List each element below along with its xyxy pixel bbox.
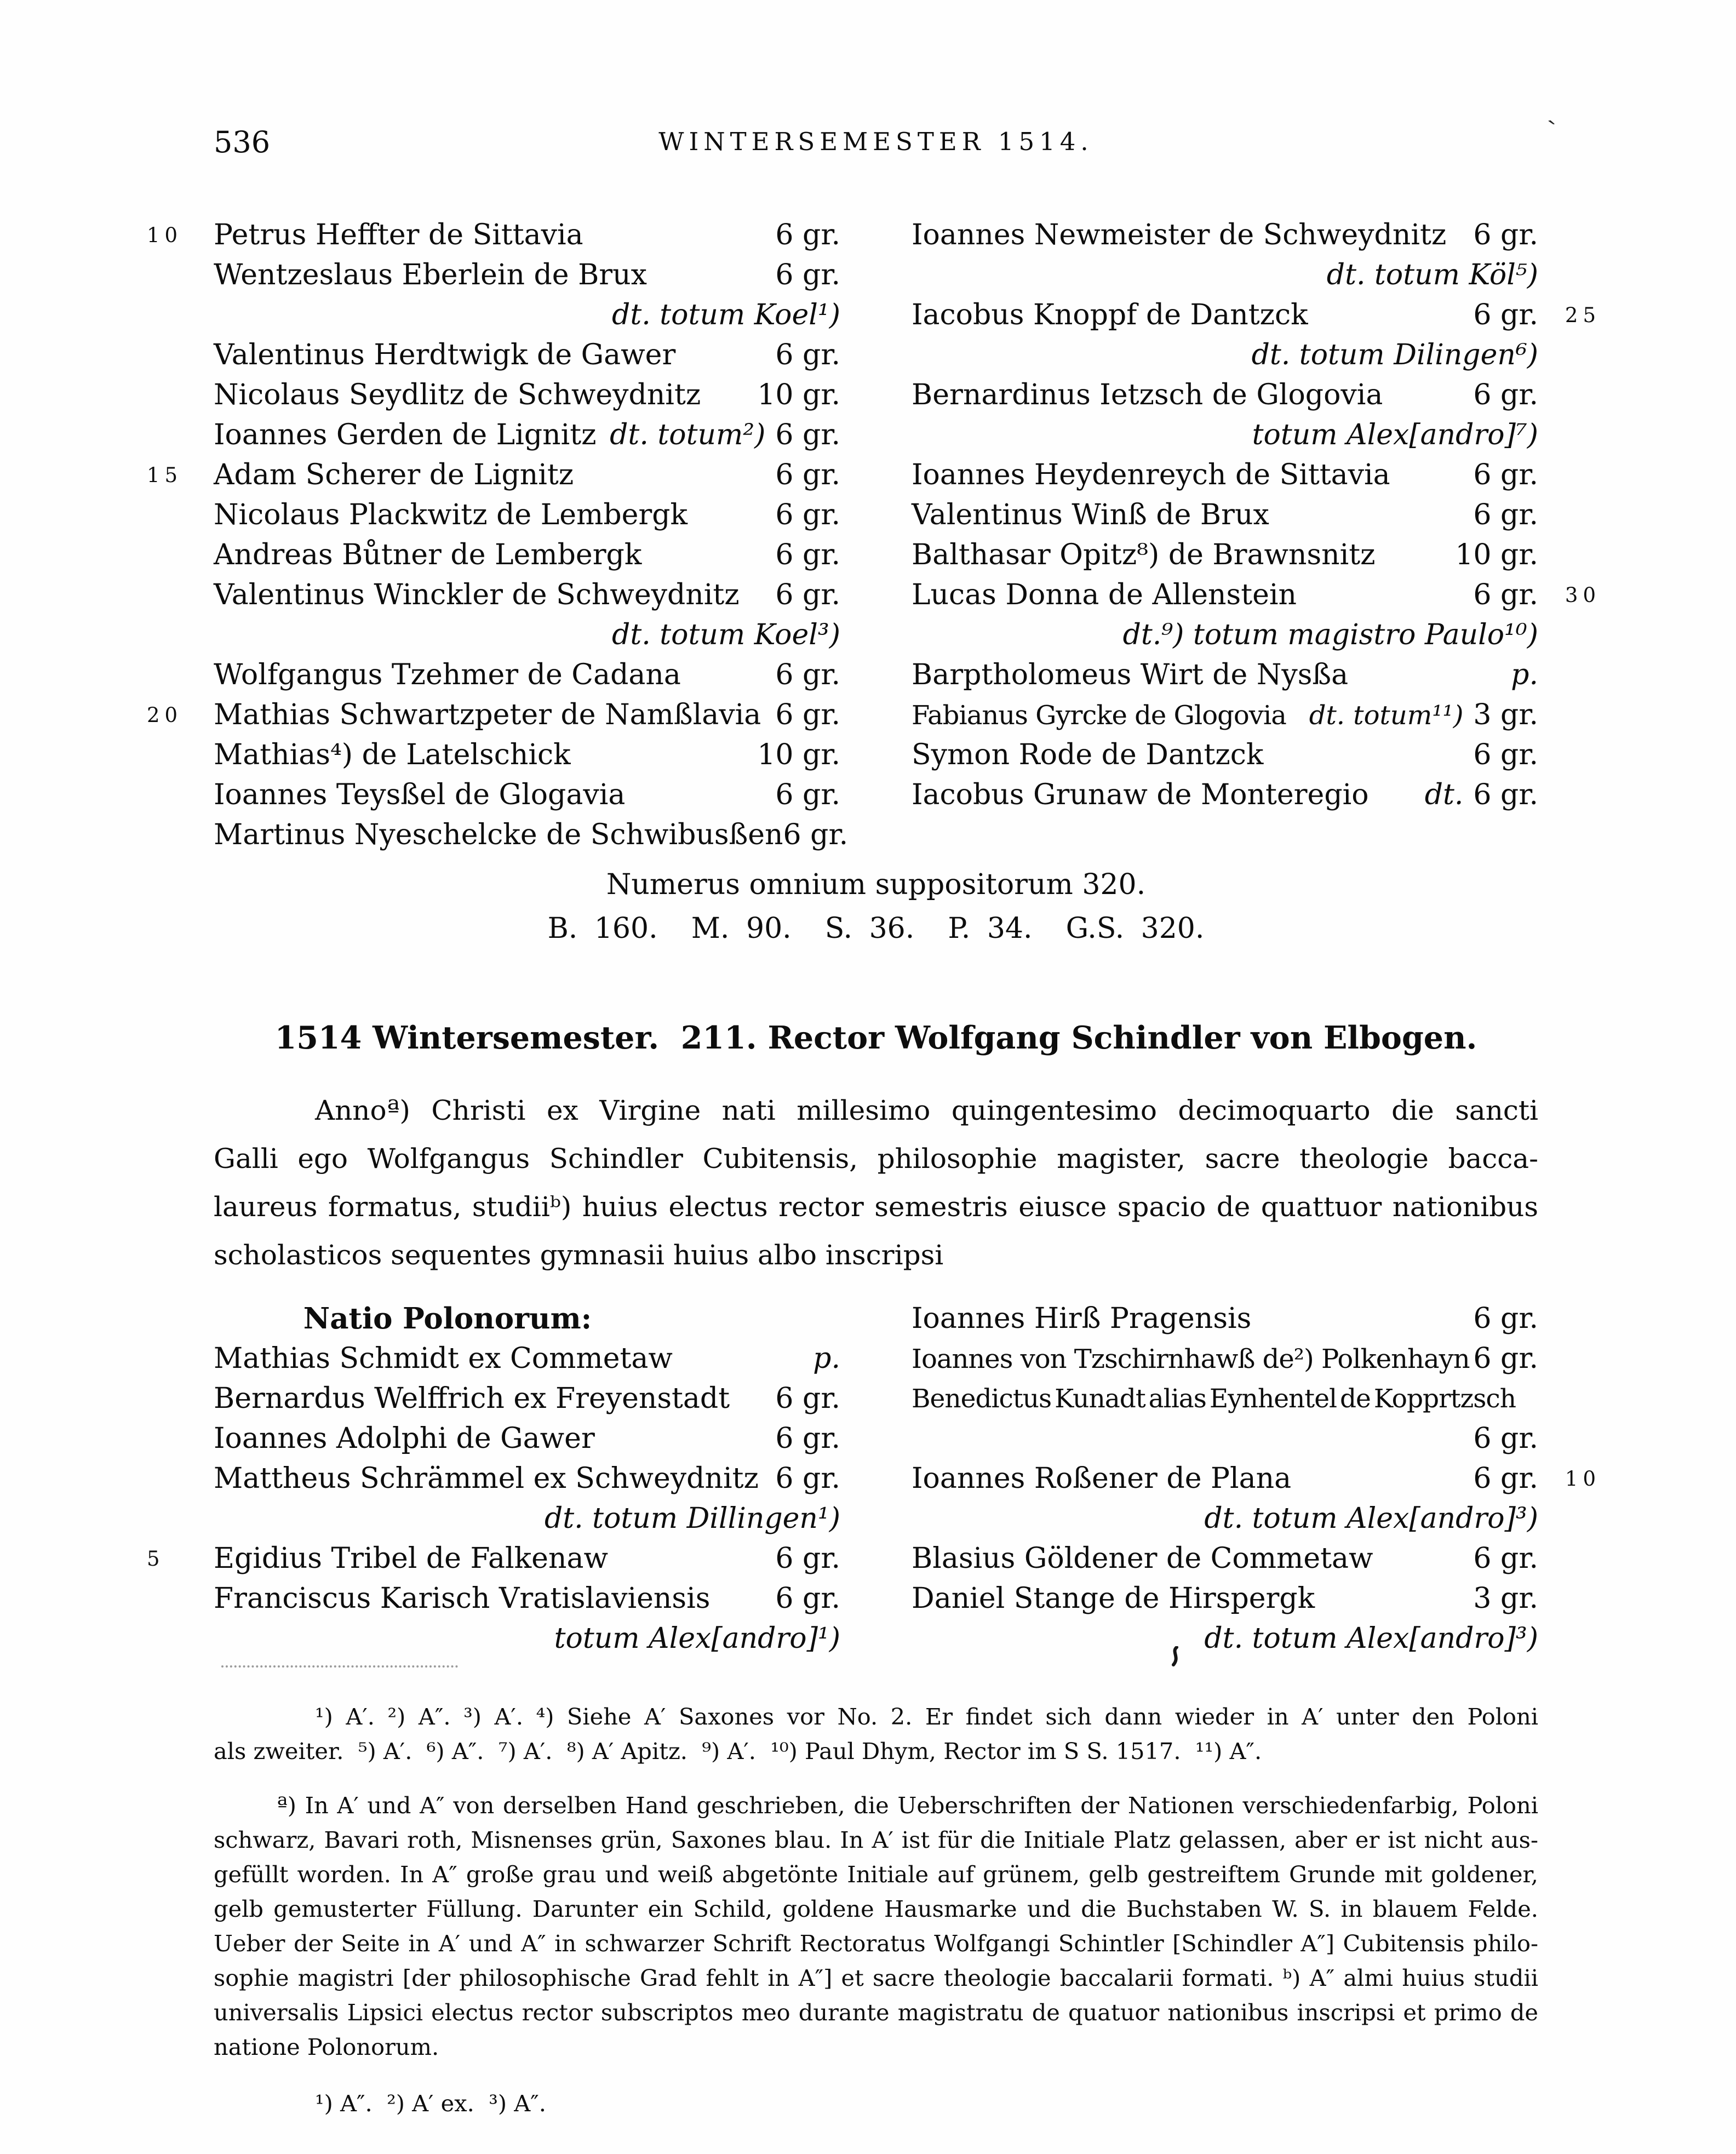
page-number: 536: [214, 125, 271, 159]
register-annotation: [912, 615, 1538, 655]
register-entry: [912, 695, 1538, 735]
footnote-line: gefüllt worden. In A″ große grau und weiß abgetönte Initiale auf grünem, gelb gestreiftem Grunde mit goldener,: [214, 1861, 1538, 1888]
register-entry: [214, 815, 849, 855]
register-entry: [912, 575, 1601, 615]
footnote-separator: [221, 1665, 458, 1668]
entry-name: Ioannes Newmeister de Schweydnitz: [912, 219, 1447, 251]
register-entry: [214, 735, 840, 775]
entry-name: Iacobus Grunaw de Monteregio: [912, 778, 1369, 811]
annotation-text: dt. totum Koel³): [612, 618, 840, 651]
entry-name: Valentinus Winckler de Schweydnitz: [214, 578, 740, 611]
entry-fee: 6 gr.: [775, 339, 840, 371]
register-entry: [214, 775, 840, 815]
annotation-text: dt. totum Dilingen⁶): [1251, 339, 1538, 371]
margin-line-number: 10: [1565, 1467, 1601, 1491]
register-annotation: [912, 255, 1538, 295]
register-entry: [214, 575, 840, 615]
register-entry: [214, 375, 840, 415]
entry-name: Bernardus Welffrich ex Freyenstadt: [214, 1382, 730, 1415]
register-entry: [912, 775, 1538, 815]
entry-name: Wentzeslaus Eberlein de Brux: [214, 259, 647, 291]
natio-header: Natio Polonorum:: [303, 1302, 592, 1336]
register-entry: [214, 1459, 840, 1499]
register-entry: [912, 1379, 1538, 1419]
entry-fee: 6 gr.: [1473, 578, 1538, 611]
entry-name: Petrus Heffter de Sittavia: [214, 219, 583, 251]
entry-fee: 6 gr.: [1473, 1342, 1538, 1375]
entry-name: Ioannes Roßener de Plana: [912, 1462, 1292, 1495]
register-entry: [912, 735, 1538, 775]
register-annotation: [912, 415, 1538, 455]
entry-name: Nicolaus Plackwitz de Lembergk: [214, 499, 688, 531]
register-right-column: [912, 215, 1601, 855]
entry-name: Symon Rode de Dantzck: [912, 738, 1264, 771]
entry-name: Ioannes von Tzschirnhawß de²) Polkenhayn: [912, 1344, 1470, 1374]
register-annotation: [912, 1499, 1538, 1539]
footnote-line: als zweiter. ⁵) A′. ⁶) A″. ⁷) A′. ⁸) A′ Apitz. ⁹) A′. ¹⁰) Paul Dhym, Rector im S S. 1517. ¹¹) A″.: [214, 1738, 1262, 1765]
register-left-column: [147, 215, 849, 855]
entry-name: Valentinus Winß de Brux: [912, 499, 1269, 531]
annotation-text: dt. totum Alex[andro]³): [1204, 1622, 1538, 1655]
entry-fee: 6 gr.: [783, 818, 849, 851]
entry-fee: 6 gr.: [1473, 778, 1538, 811]
entry-name: Mathias⁴) de Latelschick: [214, 738, 571, 771]
entry-name: Balthasar Opitz⁸) de Brawnsnitz: [912, 538, 1376, 571]
ink-artifact-corner: ˋ: [1545, 115, 1565, 147]
natio-right-column: [912, 1299, 1601, 1659]
entry-fee: 10 gr.: [757, 738, 840, 771]
register-entry: [214, 1339, 840, 1379]
footnote-line: ª) In A′ und A″ von derselben Hand geschrieben, die Ueberschriften der Nationen verschiedenfarbig, Poloni: [277, 1792, 1538, 1819]
entry-name: Fabianus Gyrcke de Glogovia: [912, 700, 1286, 731]
entry-fee: 6 gr.: [775, 578, 840, 611]
entry-fee: 6 gr.: [775, 1582, 840, 1615]
summary-line-total: Numerus omnium suppositorum 320.: [606, 868, 1146, 901]
entry-fee: 10 gr.: [1455, 538, 1538, 571]
margin-line-number: 15: [147, 463, 183, 487]
entry-name: Ioannes Adolphi de Gawer: [214, 1422, 595, 1455]
entry-fee: 6 gr.: [775, 259, 840, 291]
footnotes-block: [214, 1699, 1538, 2121]
register-entry: [912, 1539, 1538, 1579]
entry-name: Ioannes Heydenreych de Sittavia: [912, 459, 1390, 491]
register-entry: [147, 1539, 840, 1579]
entry-name: Martinus Nyeschelcke de Schwibusßen: [214, 818, 783, 851]
footnote-line: natione Polonorum.: [214, 2033, 439, 2060]
annotation-text: dt. totum Koel¹): [612, 299, 840, 331]
paragraph-line: Galli ego Wolfgangus Schindler Cubitensis, philosophie magister, sacre theologie bacca-: [214, 1143, 1538, 1175]
register-entry: [912, 1339, 1538, 1379]
register-entry: [214, 1379, 840, 1419]
entry-fee: 6 gr.: [1473, 1302, 1538, 1335]
register-annotation: [214, 1499, 840, 1539]
register-entry: [912, 1579, 1538, 1619]
entry-name: Nicolaus Seydlitz de Schweydnitz: [214, 379, 701, 411]
register-entry: [214, 655, 840, 695]
register-entry: [214, 495, 840, 535]
footnote-line: gelb gemusterter Füllung. Darunter ein Schild, goldene Hausmarke und die Buchstaben W. S. in blauem Felde.: [214, 1895, 1538, 1922]
register-entry-fee-carryover: [912, 1419, 1538, 1459]
register-entry: [912, 655, 1538, 695]
entry-name: Barptholomeus Wirt de Nysßa: [912, 658, 1349, 691]
entry-fee: 6 gr.: [775, 419, 840, 451]
entry-name: Mathias Schwartzpeter de Namßlavia: [214, 698, 761, 731]
entry-fee: p.: [813, 1342, 840, 1375]
margin-line-number: 5: [147, 1547, 165, 1571]
entry-fee: 6 gr.: [1473, 499, 1538, 531]
paragraph-line: laureus formatus, studiiᵇ) huius electus rector semestris eiusce spacio de quattuor nationibus: [214, 1191, 1538, 1223]
entry-name: Bernardinus Ietzsch de Glogovia: [912, 379, 1383, 411]
entry-fee: 6 gr.: [1473, 219, 1538, 251]
entry-fee: 6 gr.: [775, 658, 840, 691]
footnote-line: ¹) A′. ²) A″. ³) A′. ⁴) Siehe A′ Saxones vor No. 2. Er findet sich dann wieder in A′ unter den Poloni: [315, 1703, 1538, 1730]
paragraph-line: Annoª) Christi ex Virgine nati millesimo quingentesimo decimoquarto die sancti: [315, 1095, 1538, 1126]
entry-name: Adam Scherer de Lignitz: [214, 459, 574, 491]
footnote-alpha-paragraph: [214, 1788, 1538, 2064]
register-entry: [214, 335, 840, 375]
entry-name: Benedictus Kunadt alias Eynhentel de Kopprtzsch: [912, 1384, 1516, 1414]
entry-fee: 6 gr.: [775, 219, 840, 251]
entry-fee: 6 gr.: [775, 1382, 840, 1415]
entry-name: Mathias Schmidt ex Commetaw: [214, 1342, 673, 1375]
paragraph-line: scholasticos sequentes gymnasii huius albo inscripsi: [214, 1239, 944, 1271]
annotation-text: totum Alex[andro]⁷): [1252, 419, 1538, 451]
register-entry: [214, 255, 840, 295]
margin-line-number: 25: [1565, 303, 1601, 327]
register-entry: [214, 1419, 840, 1459]
register-entry: [147, 215, 840, 255]
register-entry: [912, 1299, 1538, 1339]
register-entry: [214, 415, 840, 455]
page-header: [214, 115, 1565, 163]
entry-note: dt. totum²): [610, 419, 766, 451]
entry-name: Mattheus Schrämmel ex Schweydnitz: [214, 1462, 759, 1495]
rector-paragraph: [214, 1086, 1538, 1279]
annotation-text: dt. totum Dillingen¹): [544, 1502, 840, 1535]
entry-fee: 6 gr.: [1473, 1462, 1538, 1495]
entry-fee: 6 gr.: [775, 459, 840, 491]
entry-name: Iacobus Knoppf de Dantzck: [912, 299, 1308, 331]
annotation-text: totum Alex[andro]¹): [554, 1622, 840, 1655]
entry-name: Daniel Stange de Hirspergk: [912, 1582, 1315, 1615]
entry-fee: 6 gr.: [775, 1422, 840, 1455]
section-heading: 1514 Wintersemester. 211. Rector Wolfgang Schindler von Elbogen.: [274, 1019, 1477, 1056]
register-annotation: [912, 1619, 1538, 1659]
register-entry: [147, 695, 840, 735]
entry-name: Franciscus Karisch Vratislaviensis: [214, 1582, 711, 1615]
entry-fee: p.: [1511, 658, 1538, 691]
entry-name: Wolfgangus Tzehmer de Cadana: [214, 658, 681, 691]
register-annotation: [912, 335, 1538, 375]
entry-name: Ioannes Gerden de Lignitz: [214, 419, 597, 451]
entry-fee: 6 gr.: [1473, 379, 1538, 411]
register-annotation: [214, 615, 840, 655]
entry-fee: 6 gr.: [775, 778, 840, 811]
register-entry: [214, 535, 840, 575]
footnote-line: Ueber der Seite in A′ und A″ in schwarzer Schrift Rectoratus Wolfgangi Schintler [Schindler A″] Cubitensis philo-: [214, 1930, 1538, 1957]
entry-fee: 6 gr.: [1473, 1542, 1538, 1575]
footnote-line: sophie magistri [der philosophische Grad fehlt in A″] et sacre theologie baccalarii formati. ᵇ) A″ almi huius studii: [214, 1964, 1538, 1991]
ink-squiggle-artifact: [1169, 1646, 1181, 1667]
entry-name: Lucas Donna de Allenstein: [912, 578, 1297, 611]
register-entry: [912, 295, 1601, 335]
entry-note: dt.: [1424, 778, 1464, 811]
entry-name: Valentinus Herdtwigk de Gawer: [214, 339, 676, 371]
margin-line-number: 20: [147, 703, 183, 727]
entry-name: Blasius Göldener de Commetaw: [912, 1542, 1373, 1575]
entry-fee: 6 gr.: [1473, 299, 1538, 331]
entry-fee: 3 gr.: [1473, 698, 1538, 731]
register-entry: [912, 495, 1538, 535]
entry-fee: 6 gr.: [1473, 738, 1538, 771]
summary-line-breakdown: B. 160. M. 90. S. 36. P. 34. G.S. 320.: [547, 912, 1205, 945]
footnote-line: schwarz, Bavari roth, Misnenses grün, Saxones blau. In A′ ist für die Initiale Platz gelassen, aber er ist nicht aus-: [214, 1826, 1538, 1853]
running-header: WINTERSEMESTER 1514.: [658, 127, 1093, 156]
entry-fee: 6 gr.: [775, 698, 840, 731]
register-entry: [912, 535, 1538, 575]
entry-name: Ioannes Hirß Pragensis: [912, 1302, 1252, 1335]
annotation-text: dt. totum Köl⁵): [1326, 259, 1538, 291]
entry-name: Egidius Tribel de Falkenaw: [214, 1542, 608, 1575]
entry-note: dt. totum¹¹): [1309, 700, 1464, 731]
register-annotation: [214, 295, 840, 335]
natio-left-column: [147, 1299, 840, 1659]
register-entry: [912, 375, 1538, 415]
entry-name: Ioannes Teysßel de Glogavia: [214, 778, 626, 811]
entry-name: Andreas Bůtner de Lembergk: [214, 538, 642, 571]
entry-fee: 6 gr.: [775, 1462, 840, 1495]
margin-line-number: 10: [147, 224, 183, 247]
footnote-line: universalis Lipsici electus rector subscriptos meo durante magistratu de quatuor nationibus inscripsi et primo de: [214, 1999, 1538, 2026]
register-entry: [912, 1459, 1601, 1499]
register-entry: [214, 1579, 840, 1619]
annotation-text: dt. totum Alex[andro]³): [1204, 1502, 1538, 1535]
entry-fee: 6 gr.: [1473, 459, 1538, 491]
register-entry: [147, 455, 840, 495]
register-annotation: [214, 1619, 840, 1659]
register-list: [147, 215, 1601, 855]
entry-fee: 6 gr.: [775, 538, 840, 571]
entry-fee: 6 gr.: [1473, 1422, 1538, 1455]
annotation-text: dt.⁹) totum magistro Paulo¹⁰): [1122, 618, 1538, 651]
entry-fee: 10 gr.: [757, 379, 840, 411]
natio-polonorum-list: [147, 1299, 1601, 1659]
register-entry: [912, 215, 1538, 255]
entry-fee: 3 gr.: [1473, 1582, 1538, 1615]
footnote-final-line: ¹) A″. ²) A′ ex. ³) A″.: [315, 2090, 546, 2117]
entry-fee: 6 gr.: [775, 499, 840, 531]
margin-line-number: 30: [1565, 583, 1601, 607]
page-content: [147, 115, 1601, 2121]
entry-fee: 6 gr.: [775, 1542, 840, 1575]
register-entry: [912, 455, 1538, 495]
